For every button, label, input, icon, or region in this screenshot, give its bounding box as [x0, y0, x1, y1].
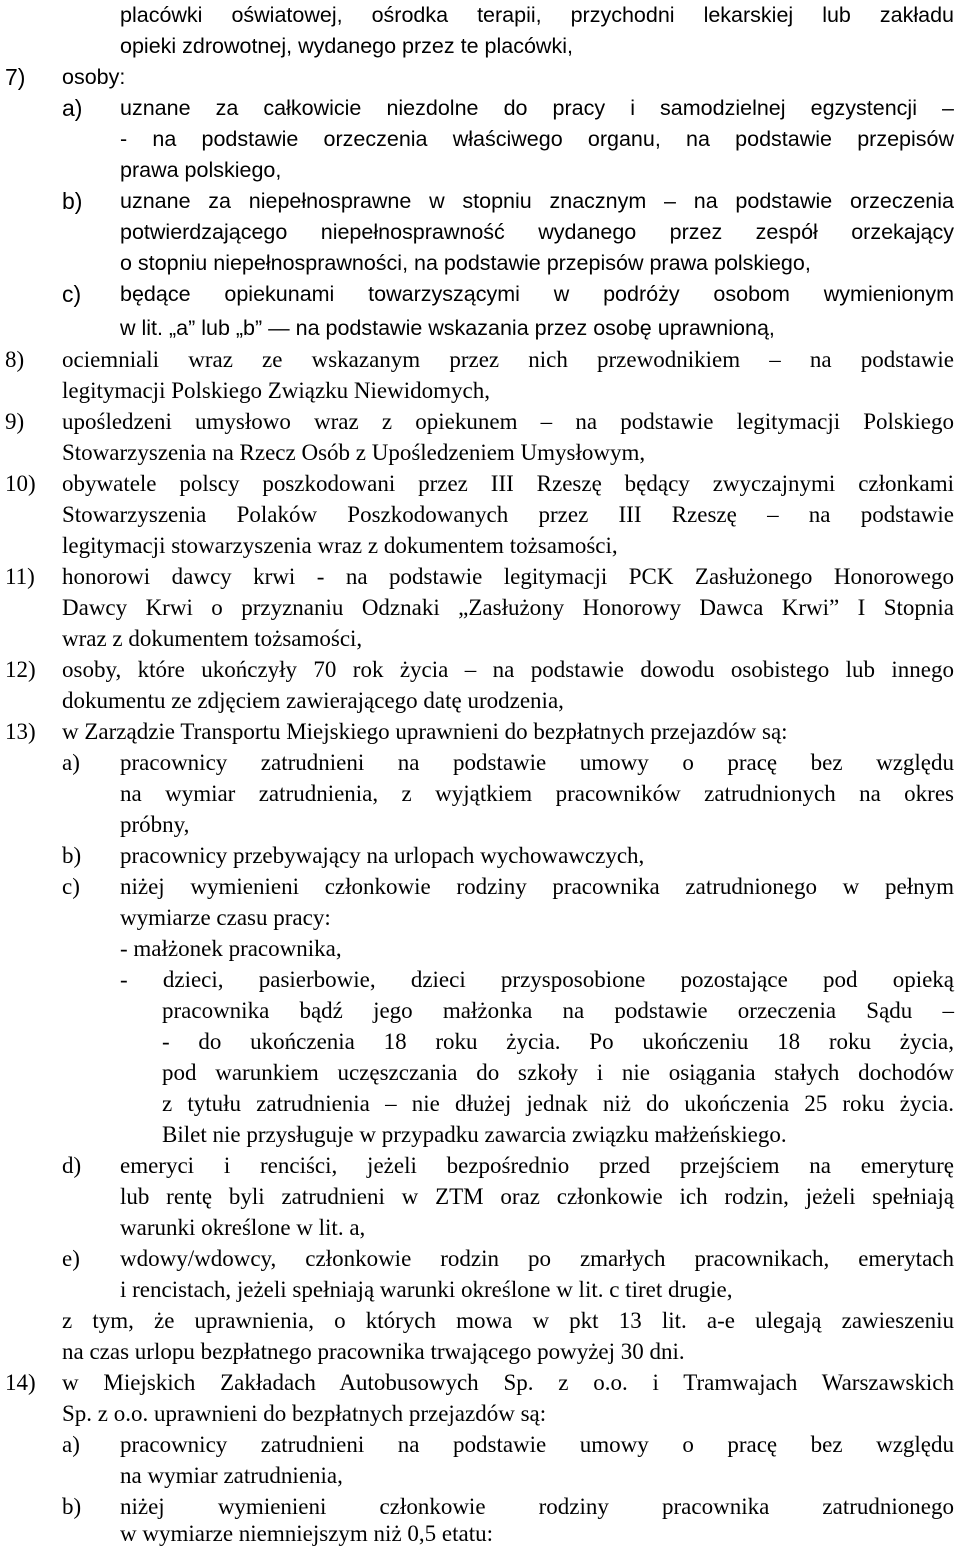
text-line: na czas urlopu bezpłatnego pracownika trwającego powyżej 30 dni.: [62, 1339, 685, 1364]
item-marker: 10): [5, 471, 36, 496]
item-marker: 7): [5, 64, 26, 90]
item-marker: e): [62, 1246, 80, 1271]
text-line: wdowy/wdowcy, członkowie rodzin po zmarłych pracownikach, emerytach: [120, 1246, 954, 1271]
item-marker: c): [62, 281, 82, 307]
text-line: osoby:: [62, 65, 126, 89]
text-line: opieki zdrowotnej, wydanego przez te placówki,: [120, 34, 573, 58]
text-line: - do ukończenia 18 roku życia. Po ukończeniu 18 roku życia,: [162, 1029, 954, 1054]
text-line: obywatele polscy poszkodowani przez III Rzeszę będący zwyczajnymi członkami: [62, 471, 954, 496]
item-marker: a): [62, 1432, 80, 1457]
text-line: wraz z dokumentem tożsamości,: [62, 626, 363, 651]
text-line: z tytułu zatrudnienia – nie dłużej jednak niż do ukończenia 25 roku życia.: [162, 1091, 954, 1116]
item-marker: 9): [5, 409, 25, 434]
item-marker: 13): [5, 719, 36, 744]
text-line: legitymacji stowarzyszenia wraz z dokumentem tożsamości,: [62, 533, 618, 558]
text-line: Sp. z o.o. uprawnieni do bezpłatnych przejazdów są:: [62, 1401, 547, 1426]
text-line: pod warunkiem uczęszczania do szkoły i nie osiągania stałych dochodów: [162, 1060, 954, 1085]
text-line: pracownicy przebywający na urlopach wychowawczych,: [120, 843, 645, 868]
text-line: niżej wymienieni członkowie rodziny pracownika zatrudnionego: [120, 1494, 954, 1519]
text-line: na wymiar zatrudnienia, z wyjątkiem pracowników zatrudnionych na okres: [120, 781, 954, 806]
text-line: Stowarzyszenia na Rzecz Osób z Upośledzeniem Umysłowym,: [62, 440, 646, 465]
text-line: prawa polskiego,: [120, 158, 282, 182]
text-line: emeryci i renciści, jeżeli bezpośrednio przed przejściem na emeryturę: [120, 1153, 954, 1178]
text-line: placówki oświatowej, ośrodka terapii, przychodni lekarskiej lub zakładu: [120, 3, 954, 27]
text-line: będące opiekunami towarzyszącymi w podróży osobom wymienionym: [120, 282, 954, 306]
text-line: uznane za całkowicie niezdolne do pracy i samodzielnej egzystencji –: [120, 96, 954, 120]
text-line: pracownika bądź jego małżonka na podstawie orzeczenia Sądu –: [162, 998, 954, 1023]
text-line: potwierdzającego niepełnosprawność wydanego przez zespół orzekający: [120, 220, 954, 244]
text-line: - małżonek pracownika,: [120, 936, 342, 961]
text-line: honorowi dawcy krwi - na podstawie legitymacji PCK Zasłużonego Honorowego: [62, 564, 954, 589]
item-marker: 14): [5, 1370, 36, 1395]
item-marker: b): [62, 1494, 82, 1519]
text-line: pracownicy zatrudnieni na podstawie umowy o pracę bez względu: [120, 750, 954, 775]
text-line: pracownicy zatrudnieni na podstawie umowy o pracę bez względu: [120, 1432, 954, 1457]
text-line: w lit. „a” lub „b” — na podstawie wskazania przez osobę uprawnioną,: [120, 316, 775, 340]
item-marker: 12): [5, 657, 36, 682]
text-line: wymiarze czasu pracy:: [120, 905, 331, 930]
item-marker: 11): [5, 564, 35, 589]
item-marker: c): [62, 874, 80, 899]
text-line: próbny,: [120, 812, 190, 837]
text-line: osoby, które ukończyły 70 rok życia – na podstawie dowodu osobistego lub innego: [62, 657, 954, 682]
text-line: dokumentu ze zdjęciem zawierającego datę urodzenia,: [62, 688, 564, 713]
item-marker: b): [62, 188, 83, 214]
item-marker: a): [62, 95, 83, 121]
text-line: Dawcy Krwi o przyznaniu Odznaki „Zasłużony Honorowy Dawca Krwi” I Stopnia: [62, 595, 954, 620]
text-line: warunki określone w lit. a,: [120, 1215, 366, 1240]
item-marker: a): [62, 750, 80, 775]
text-line: - na podstawie orzeczenia właściwego organu, na podstawie przepisów: [120, 127, 954, 151]
text-line: i rencistach, jeżeli spełniają warunki określone w lit. c tiret drugie,: [120, 1277, 733, 1302]
text-line: w Miejskich Zakładach Autobusowych Sp. z o.o. i Tramwajach Warszawskich: [62, 1370, 954, 1395]
text-line: w Zarządzie Transportu Miejskiego uprawnieni do bezpłatnych przejazdów są:: [62, 719, 788, 744]
item-marker: 8): [5, 347, 25, 372]
text-line: Bilet nie przysługuje w przypadku zawarcia związku małżeńskiego.: [162, 1122, 787, 1147]
text-line: Stowarzyszenia Polaków Poszkodowanych przez III Rzeszę – na podstawie: [62, 502, 954, 527]
text-line: uznane za niepełnosprawne w stopniu znacznym – na podstawie orzeczenia: [120, 189, 954, 213]
text-line: z tym, że uprawnienia, o których mowa w pkt 13 lit. a-e ulegają zawieszeniu: [62, 1308, 954, 1333]
item-marker: d): [62, 1153, 82, 1178]
text-line: o stopniu niepełnosprawności, na podstawie przepisów prawa polskiego,: [120, 251, 811, 275]
item-marker: b): [62, 843, 82, 868]
text-line: na wymiar zatrudnienia,: [120, 1463, 343, 1488]
text-line: w wymiarze niemniejszym niż 0,5 etatu:: [120, 1521, 493, 1546]
text-line: upośledzeni umysłowo wraz z opiekunem – na podstawie legitymacji Polskiego: [62, 409, 954, 434]
text-line: ociemniali wraz ze wskazanym przez nich przewodnikiem – na podstawie: [62, 347, 954, 372]
text-line: - dzieci, pasierbowie, dzieci przysposobione pozostające pod opieką: [120, 967, 954, 992]
text-line: legitymacji Polskiego Związku Niewidomych,: [62, 378, 490, 403]
text-line: niżej wymienieni członkowie rodziny pracownika zatrudnionego w pełnym: [120, 874, 954, 899]
text-line: lub rentę byli zatrudnieni w ZTM oraz członkowie ich rodzin, jeżeli spełniają: [120, 1184, 954, 1209]
